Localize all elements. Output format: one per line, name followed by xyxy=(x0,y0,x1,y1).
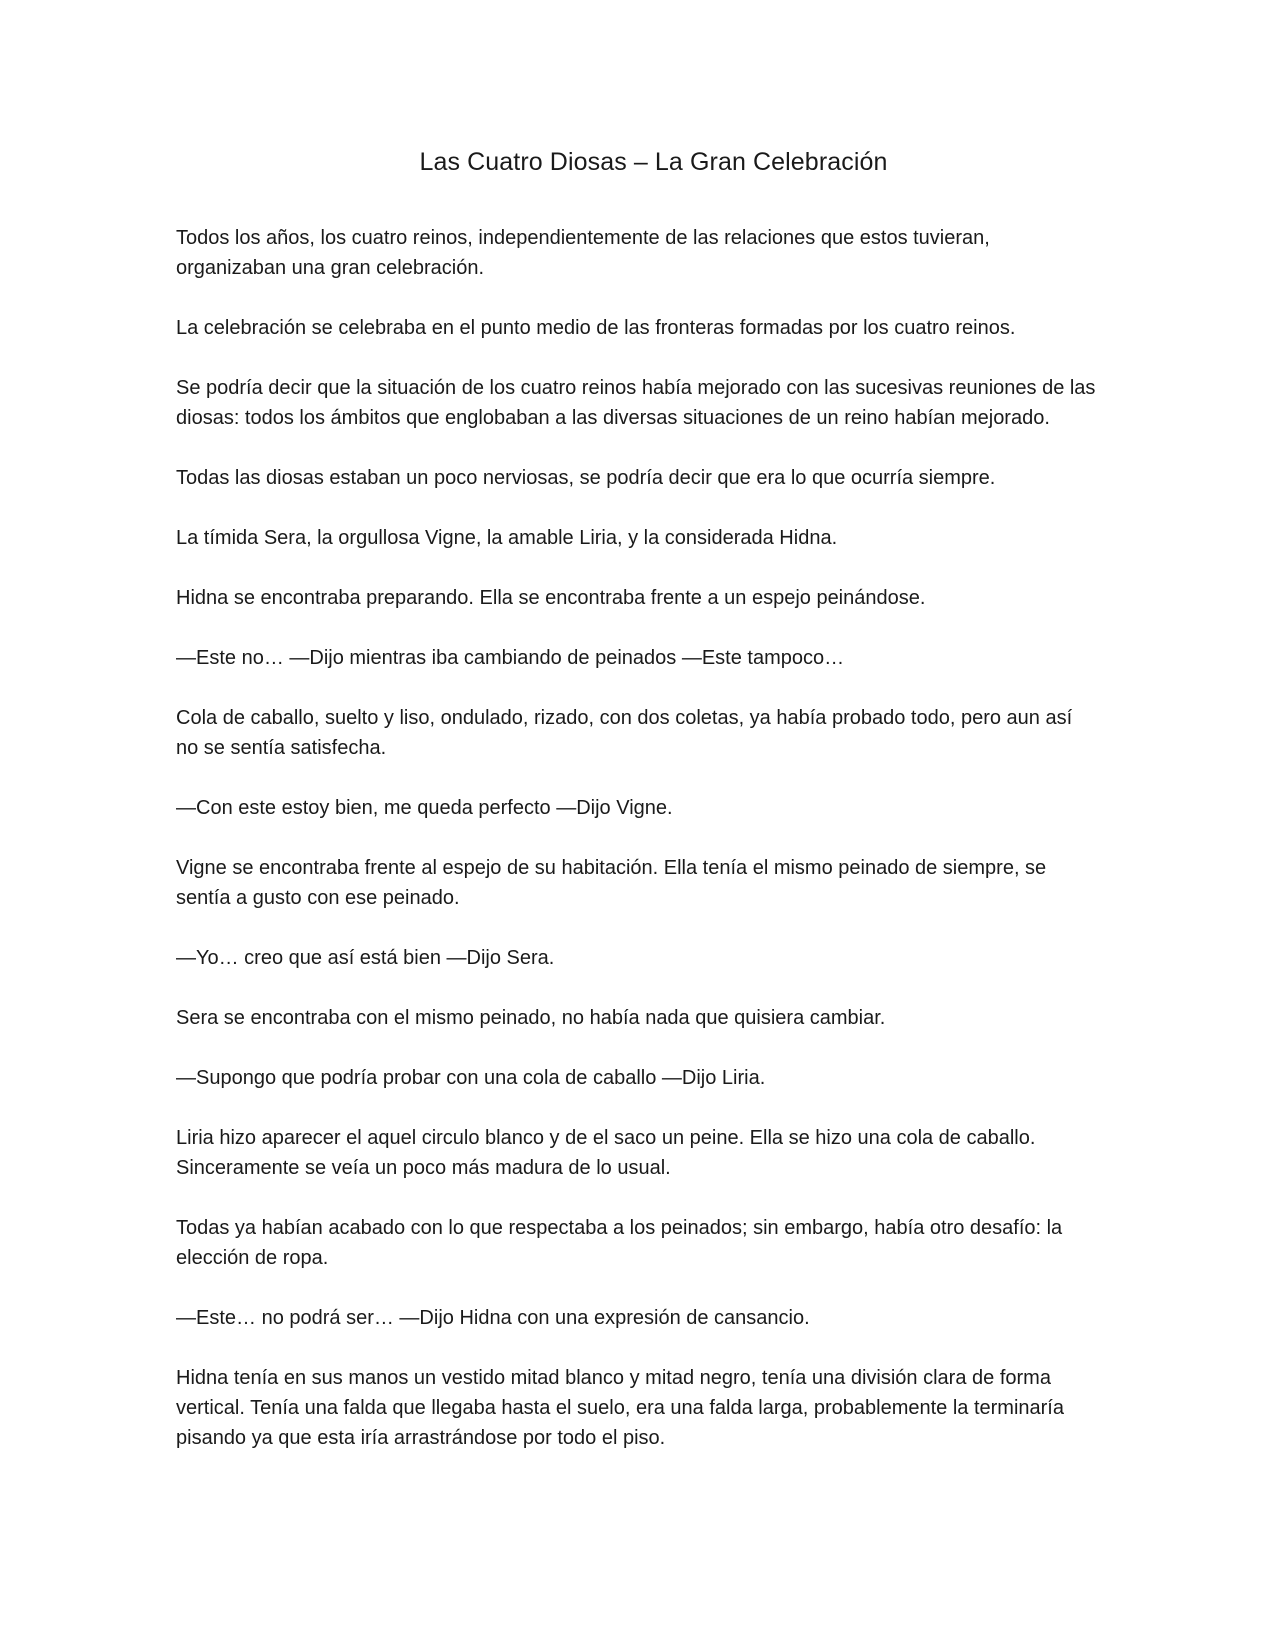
paragraph: —Supongo que podría probar con una cola de caballo —Dijo Liria. xyxy=(176,1067,766,1089)
paragraph: Liria hizo aparecer el aquel circulo blanco y de el saco un peine. Ella se hizo una cola de caballo. Sinceramente se veía un poco más madura de lo usual. xyxy=(176,1127,1036,1179)
document-title: Las Cuatro Diosas – La Gran Celebración xyxy=(419,148,888,176)
paragraph: Se podría decir que la situación de los cuatro reinos había mejorado con las sucesivas reuniones de las diosas: todos los ámbitos que englobaban a las diversas situaciones de un reino habían mejorado. xyxy=(176,377,1096,429)
paragraph: Sera se encontraba con el mismo peinado, no había nada que quisiera cambiar. xyxy=(176,1007,886,1029)
paragraph: —Con este estoy bien, me queda perfecto —Dijo Vigne. xyxy=(176,797,673,819)
paragraph: —Yo… creo que así está bien —Dijo Sera. xyxy=(176,947,555,969)
paragraph: La tímida Sera, la orgullosa Vigne, la amable Liria, y la considerada Hidna. xyxy=(176,527,838,549)
document-body xyxy=(176,223,1096,1483)
paragraph: Todas las diosas estaban un poco nerviosas, se podría decir que era lo que ocurría siempre. xyxy=(176,467,996,489)
paragraph: La celebración se celebraba en el punto medio de las fronteras formadas por los cuatro reinos. xyxy=(176,317,1016,339)
paragraph: Todos los años, los cuatro reinos, independientemente de las relaciones que estos tuvieran, organizaban una gran celebración. xyxy=(176,227,990,279)
paragraph: —Este no… —Dijo mientras iba cambiando de peinados —Este tampoco… xyxy=(176,647,845,669)
paragraph: Hidna se encontraba preparando. Ella se encontraba frente a un espejo peinándose. xyxy=(176,587,926,609)
paragraph: Hidna tenía en sus manos un vestido mitad blanco y mitad negro, tenía una división clara de forma vertical. Tenía una falda que llegaba hasta el suelo, era una falda larga, probablemente la terminaría pisando ya que esta iría arrastrándose por todo el piso. xyxy=(176,1367,1064,1449)
paragraph: Todas ya habían acabado con lo que respectaba a los peinados; sin embargo, había otro desafío: la elección de ropa. xyxy=(176,1217,1063,1269)
paragraph: Vigne se encontraba frente al espejo de su habitación. Ella tenía el mismo peinado de siempre, se sentía a gusto con ese peinado. xyxy=(176,857,1047,909)
paragraph: —Este… no podrá ser… —Dijo Hidna con una expresión de cansancio. xyxy=(176,1307,810,1329)
paragraph: Cola de caballo, suelto y liso, ondulado, rizado, con dos coletas, ya había probado todo, pero aun así no se sentía satisfecha. xyxy=(176,707,1073,759)
